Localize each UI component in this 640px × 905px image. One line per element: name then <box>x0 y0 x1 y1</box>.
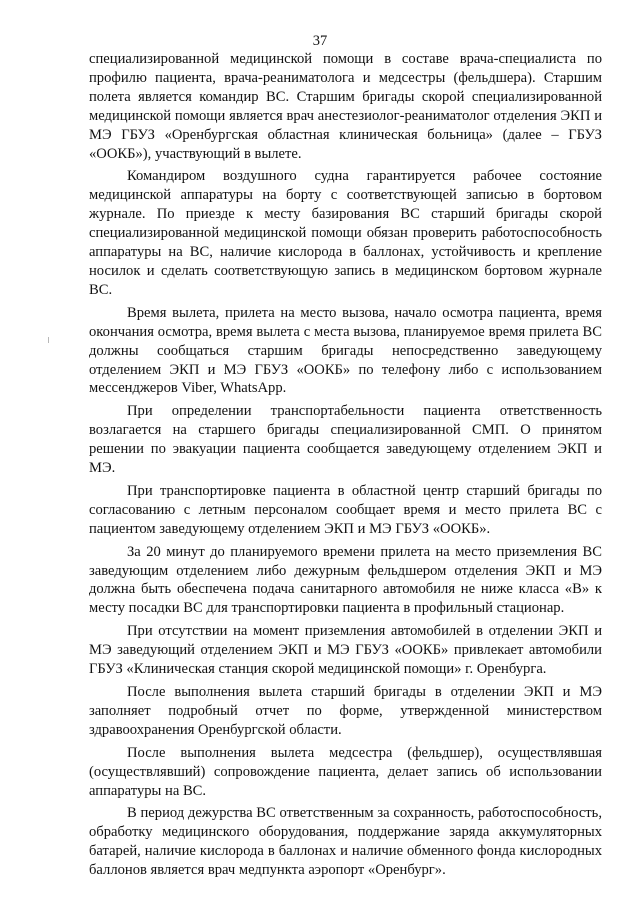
paragraph: За 20 минут до планируемого времени прилета на место приземления ВС заведующим отделением либо дежурным фельдшером отделения ЭКП и МЭ должна быть обеспечена подача санитарного автомобиля не ниже класса «В» к месту посадки ВС для транспортировки пациента в профильный стационар. <box>89 543 602 617</box>
paragraph: После выполнения вылета медсестра (фельдшер), осуществлявшая (осуществлявший) сопровождение пациента, делает запись об использовании аппаратуры на ВС. <box>89 744 602 799</box>
paragraph: При транспортировке пациента в областной центр старший бригады по согласованию с летным персоналом сообщает время и место прилета ВС с пациентом заведующему отделением ЭКП и МЭ ГБУЗ «ООКБ». <box>89 482 602 537</box>
document-body <box>89 50 602 884</box>
paragraph: При отсутствии на момент приземления автомобилей в отделении ЭКП и МЭ заведующий отделением ЭКП и МЭ ГБУЗ «ООКБ» привлекает автомобили ГБУЗ «Клиническая станция скорой медицинской помощи» г. Оренбурга. <box>89 623 602 678</box>
paragraph: В период дежурства ВС ответственным за сохранность, работоспособность, обработку медицинского оборудования, поддержание заряда аккумуляторных батарей, наличие кислорода в баллонах и наличие обменного фонда кислородных баллонов является врач медпункта аэропорт «Оренбург». <box>89 805 602 879</box>
margin-mark <box>48 337 49 343</box>
paragraph: После выполнения вылета старший бригады в отделении ЭКП и МЭ заполняет подробный отчет по форме, утвержденной министерством здравоохранения Оренбургской области. <box>89 684 602 738</box>
paragraph: Командиром воздушного судна гарантируется рабочее состояние медицинской аппаратуры на борту с соответствующей записью в бортовом журнале. По приезде к месту базирования ВС старший бригады скорой специализированной медицинской помощи обязан проверить работоспособность аппаратуры на ВС, наличие кислорода в баллонах, устойчивость и крепление носилок и сделать соответствующую запись в медицинском бортовом журнале ВС. <box>89 168 602 298</box>
paragraph: При определении транспортабельности пациента ответственность возлагается на старшего бригады специализированной СМП. О принятом решении по эвакуации пациента сообщается заведующему отделением ЭКП и МЭ. <box>89 403 602 477</box>
paragraph: Время вылета, прилета на место вызова, начало осмотра пациента, время окончания осмотра, время вылета с места вызова, планируемое время прилета ВС должны сообщаться старшим бригады непосредственно заведующему отделением ЭКП и МЭ ГБУЗ «ООКБ» по телефону либо с использованием мессенджеров Viber, WhatsApp. <box>89 304 602 397</box>
page-number: 37 <box>312 33 328 49</box>
paragraph: специализированной медицинской помощи в составе врача-специалиста по профилю пациента, врача-реаниматолога и медсестры (фельдшера). Старшим полета является командир ВС. Старшим бригады скорой специализированной медицинской помощи является врач анестезиолог-реаниматолог отделения ЭКП и МЭ ГБУЗ «Оренбургская областная клиническая больница» (далее – ГБУЗ «ООКБ»), участвующий в вылете. <box>89 51 602 162</box>
